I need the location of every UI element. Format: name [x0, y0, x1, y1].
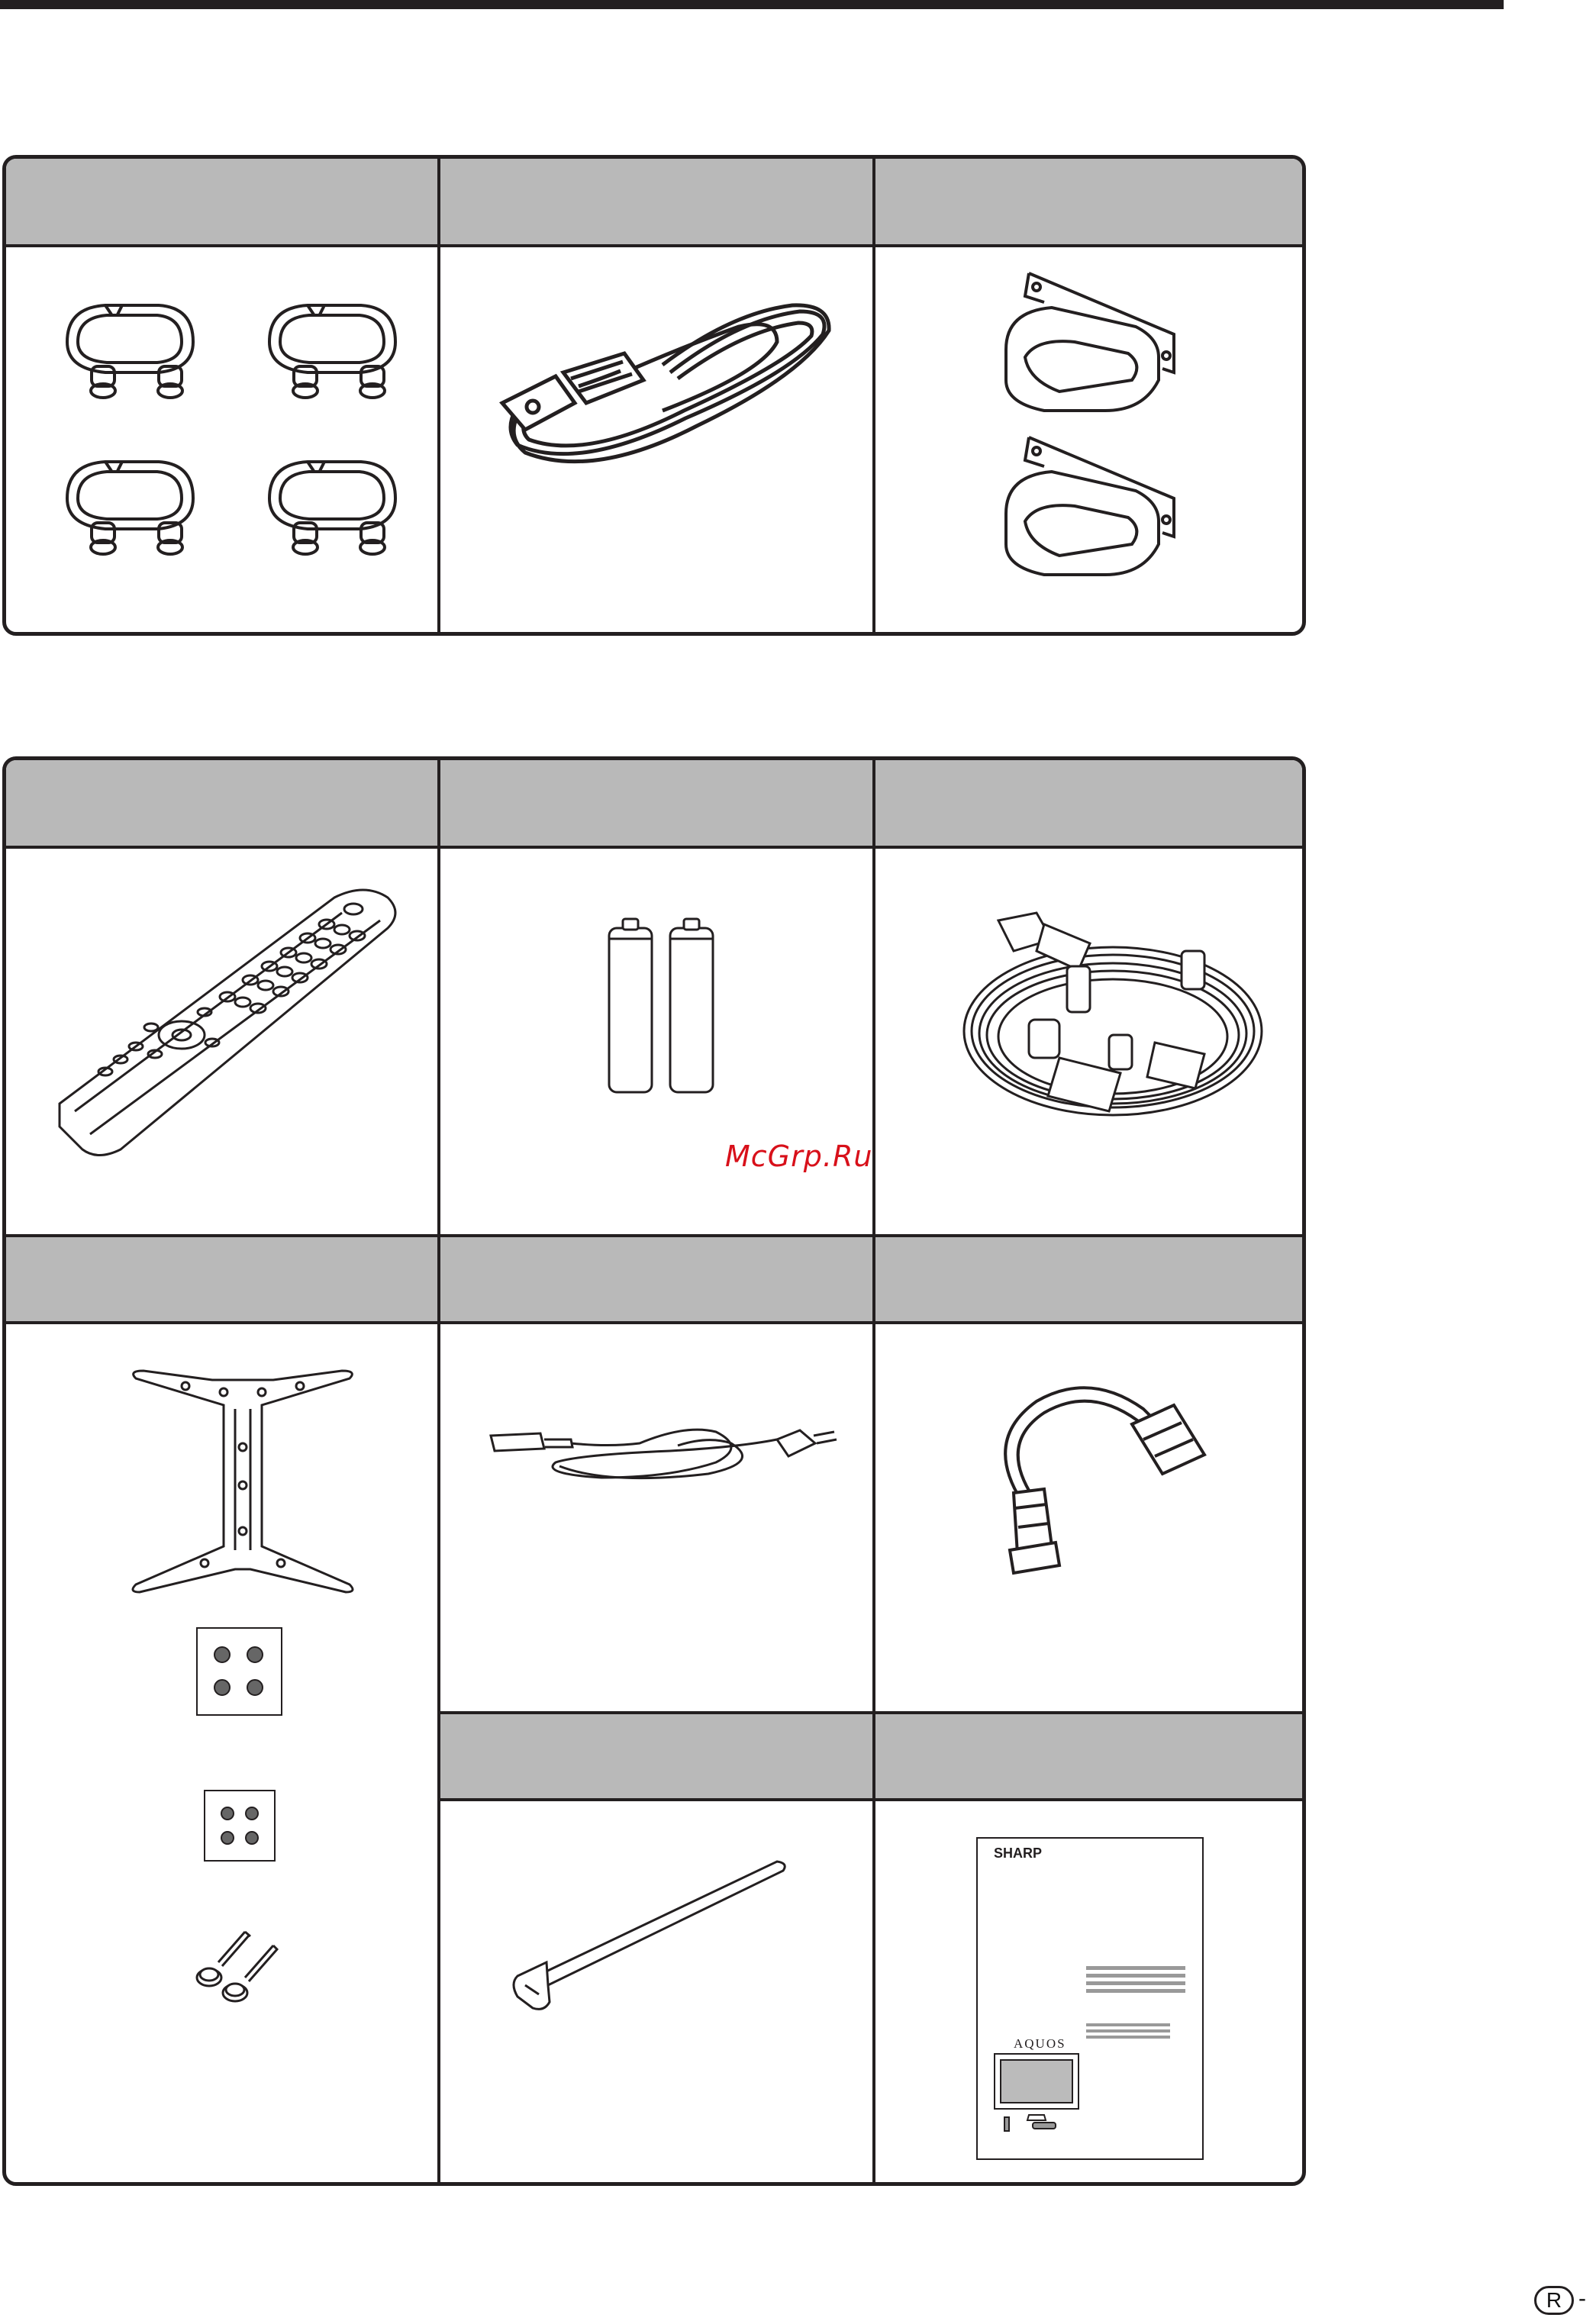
accessory-table-2: [2, 756, 1306, 2186]
operation-manual-icon: [975, 1836, 1204, 2161]
av-cable-bundle-icon: [953, 898, 1266, 1127]
stand-base-icon: [121, 1363, 365, 1600]
cable-clamp-icon: [52, 296, 403, 586]
screw-icon: [188, 1924, 287, 2004]
watermark-text: McGrp.Ru: [725, 1140, 873, 1173]
table1-col-divider-1: [437, 159, 440, 636]
aa-battery-icon: [594, 913, 724, 1096]
manual-brand: SHARP: [994, 1846, 1043, 1861]
cable-tie-icon: [502, 1855, 792, 2016]
remote-control-icon: [52, 882, 403, 1157]
table2-header-r1-col3: [875, 760, 1306, 846]
cushion-pad-large-icon: [195, 1626, 283, 1717]
bracket-icon: [991, 266, 1212, 586]
table2-col-divider-1: [437, 760, 440, 2186]
adapter-cable-icon: [968, 1371, 1227, 1592]
table2-line-c: [6, 1321, 1306, 1324]
table2-line-e: [437, 1798, 1306, 1801]
table1-header-col2: [440, 159, 872, 244]
power-cord-eu-icon: [487, 289, 838, 495]
page-mark: [1534, 2286, 1596, 2316]
table2-header-r2-col3: [875, 1237, 1306, 1321]
table1-col-divider-2: [872, 159, 875, 636]
cushion-pad-small-icon: [203, 1789, 276, 1862]
power-cord-icon: [487, 1401, 838, 1493]
table2-col-divider-2: [872, 760, 875, 2186]
accessory-table-1: [2, 155, 1306, 636]
table2-line-a: [6, 846, 1306, 849]
table2-header-r1-col1: [6, 760, 437, 846]
table2-header-r3-col3: [875, 1714, 1306, 1798]
region-mark-badge: R: [1534, 2286, 1574, 2315]
manual-product: AQUOS: [1014, 2036, 1066, 2051]
table2-header-r2-col2: [440, 1237, 872, 1321]
top-rule: [0, 0, 1504, 9]
page-dash: -: [1578, 2286, 1586, 2311]
table1-header-col3: [875, 159, 1306, 244]
table1-header-divider: [6, 244, 1306, 247]
table2-header-r3-col2: [440, 1714, 872, 1798]
table1-header-col1: [6, 159, 437, 244]
table2-header-r1-col2: [440, 760, 872, 846]
table2-header-r2-col1: [6, 1237, 437, 1321]
